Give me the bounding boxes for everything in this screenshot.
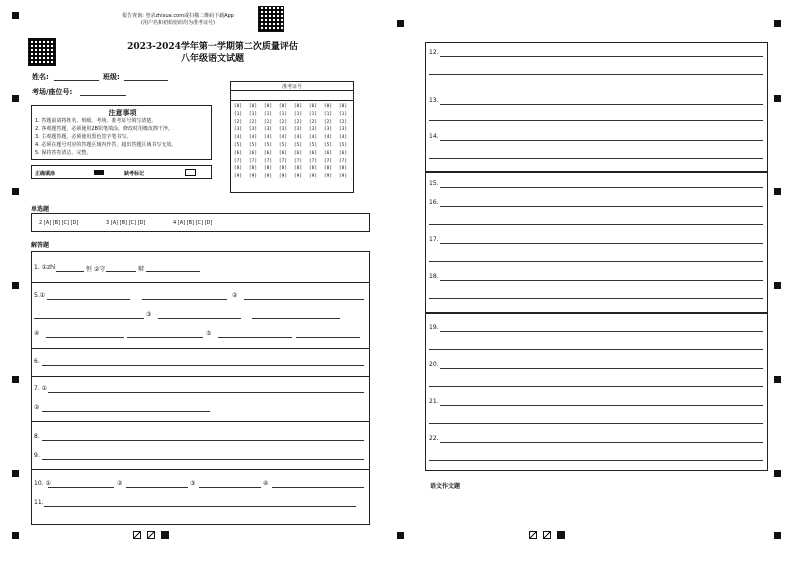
exam-id-bubble[interactable]: [6]: [338, 150, 348, 156]
class-label: 班级:: [103, 73, 120, 81]
exam-id-bubble[interactable]: [2]: [248, 119, 258, 125]
q5-blank[interactable]: [34, 318, 144, 319]
alignment-mark: [774, 532, 781, 539]
alignment-mark: [12, 12, 19, 19]
exam-id-bubble[interactable]: [7]: [263, 158, 273, 164]
exam-id-bubble[interactable]: [5]: [338, 142, 348, 148]
exam-id-bubble[interactable]: [8]: [263, 166, 273, 172]
exam-id-bubble[interactable]: [3]: [338, 127, 348, 133]
page-marker-filled: [161, 531, 169, 539]
alignment-mark: [774, 188, 781, 195]
alignment-mark: [12, 470, 19, 477]
exam-id-title: 准考证号: [281, 84, 302, 90]
exam-id-column: [293, 103, 303, 181]
page-marker-slash: [133, 531, 141, 539]
q5-blank[interactable]: [47, 299, 130, 300]
exam-id-bubble[interactable]: [1]: [278, 111, 288, 117]
exam-id-bubble[interactable]: [8]: [233, 166, 243, 172]
exam-id-bubble[interactable]: [0]: [233, 104, 243, 109]
page-marker-filled: [557, 531, 565, 539]
q7-num-2: ②: [34, 404, 40, 411]
exam-id-bubble[interactable]: [2]: [338, 119, 348, 125]
q20-label: 20.: [429, 361, 439, 368]
exam-id-bubble[interactable]: [5]: [293, 142, 303, 148]
q8-label: 8.: [34, 433, 40, 440]
exam-id-bubble[interactable]: [8]: [278, 166, 288, 172]
exam-id-bubble[interactable]: [1]: [263, 111, 273, 117]
exam-id-bubble[interactable]: [0]: [278, 104, 288, 109]
q7-answer-line-2[interactable]: [42, 411, 210, 412]
exam-id-bubble[interactable]: [6]: [323, 150, 333, 156]
exam-id-bubble[interactable]: [4]: [263, 135, 273, 141]
q10-num-2: ②: [117, 480, 123, 487]
exam-id-bubble[interactable]: [8]: [308, 166, 318, 172]
q12-label: 12.: [429, 49, 439, 56]
q16-answer-line[interactable]: [440, 206, 763, 207]
exam-id-bubble[interactable]: [0]: [293, 104, 303, 109]
q17-label: 17.: [429, 236, 439, 243]
q21-answer-line[interactable]: [440, 405, 763, 406]
q13-answer-line[interactable]: [440, 104, 763, 105]
absent-mark-label: 缺考标记: [124, 171, 145, 177]
exam-id-bubble[interactable]: [9]: [293, 174, 303, 180]
alignment-mark: [12, 532, 19, 539]
qr-code-icon: [258, 6, 284, 32]
q10-blank-2[interactable]: [126, 487, 188, 488]
q19-answer-line[interactable]: [440, 331, 763, 332]
exam-id-bubble[interactable]: [4]: [278, 135, 288, 141]
exam-id-bubble[interactable]: [0]: [323, 104, 333, 109]
exam-id-bubble[interactable]: [1]: [233, 111, 243, 117]
choice-item-3[interactable]: 3 [A] [B] [C] [D]: [106, 220, 146, 226]
answer-box-right-top: [425, 42, 768, 172]
choice-section-title: 单选题: [31, 206, 50, 213]
exam-id-bubble[interactable]: [1]: [248, 111, 258, 117]
exam-id-bubble[interactable]: [7]: [323, 158, 333, 164]
notice-item: 4. 必须在题号对应的答题区域内作答，超出答题区域书写无效。: [35, 142, 177, 148]
q11-label: 11.: [34, 499, 44, 506]
q5-num-2: ②: [232, 292, 238, 299]
fill-example-box: [31, 165, 212, 179]
seat-label: 考场/座位号:: [32, 88, 73, 96]
exam-id-bubble[interactable]: [9]: [308, 174, 318, 180]
q9-label: 9.: [34, 452, 40, 459]
q10-blank-1[interactable]: [48, 487, 114, 488]
exam-id-bubble[interactable]: [6]: [278, 150, 288, 156]
alignment-mark: [12, 95, 19, 102]
alignment-mark: [397, 532, 404, 539]
exam-id-bubble[interactable]: [3]: [233, 127, 243, 133]
q5-blank[interactable]: [296, 337, 360, 338]
exam-id-column: [323, 103, 333, 181]
exam-id-bubble[interactable]: [6]: [248, 150, 258, 156]
q17-answer-line[interactable]: [429, 261, 763, 262]
q1-text-2: 恒 ②守: [86, 266, 106, 273]
exam-id-bubble[interactable]: [3]: [278, 127, 288, 133]
exam-id-bubble[interactable]: [7]: [293, 158, 303, 164]
q5-num-5: ⑤: [206, 330, 212, 337]
q5-blank[interactable]: [244, 299, 364, 300]
q20-answer-line[interactable]: [440, 368, 763, 369]
exam-id-bubble[interactable]: [9]: [233, 174, 243, 180]
exam-id-bubble[interactable]: [0]: [248, 104, 258, 109]
exam-id-bubble[interactable]: [7]: [233, 158, 243, 164]
exam-id-bubble[interactable]: [2]: [233, 119, 243, 125]
page-marker-slash: [147, 531, 155, 539]
q5-num-3: ③: [146, 311, 152, 318]
exam-id-bubble[interactable]: [5]: [308, 142, 318, 148]
q10-num-3: ③: [190, 480, 196, 487]
exam-title: 2023-2024学年第一学期第二次质量评估: [127, 42, 298, 52]
exam-id-bubble[interactable]: [5]: [248, 142, 258, 148]
exam-id-bubble[interactable]: [6]: [263, 150, 273, 156]
page-marker-slash: [543, 531, 551, 539]
q14-label: 14.: [429, 133, 439, 140]
answer-box-right-bottom: [425, 313, 768, 471]
notice-item: 5. 保持答卷清洁、完整。: [35, 150, 92, 156]
exam-id-bubble[interactable]: [0]: [338, 104, 348, 109]
correct-fill-label: 正确填涂: [35, 171, 56, 177]
q5-blank[interactable]: [218, 337, 292, 338]
essay-section-title: 语文作文题: [430, 483, 461, 490]
exam-id-bubble[interactable]: [8]: [338, 166, 348, 172]
exam-id-bubble[interactable]: [9]: [323, 174, 333, 180]
exam-id-bubble[interactable]: [2]: [263, 119, 273, 125]
q10-num-4: ④: [263, 480, 269, 487]
exam-id-bubble[interactable]: [3]: [263, 127, 273, 133]
alignment-mark: [774, 470, 781, 477]
q16-answer-line[interactable]: [429, 224, 763, 225]
exam-id-column: [338, 103, 348, 181]
q5-num-4: ④: [34, 330, 40, 337]
qr-code-icon: [28, 38, 56, 66]
exam-id-bubble[interactable]: [4]: [248, 135, 258, 141]
name-label: 姓名:: [32, 73, 49, 81]
q20-answer-line[interactable]: [429, 386, 763, 387]
choice-item-4[interactable]: 4 [A] [B] [C] [D]: [173, 220, 213, 226]
exam-id-bubble[interactable]: [9]: [278, 174, 288, 180]
notice-title: 注意事项: [108, 109, 137, 117]
notice-item: 3. 主观题答题，必须使用黑色签字笔书写。: [35, 134, 132, 140]
exam-id-bubble[interactable]: [2]: [278, 119, 288, 125]
exam-id-column: [233, 103, 243, 181]
notice-item: 2. 客观题答题，必须使用2B铅笔填涂，修改时用橡皮擦干净。: [35, 126, 173, 132]
q19-answer-line[interactable]: [429, 349, 763, 350]
exam-id-bubble[interactable]: [4]: [338, 135, 348, 141]
alignment-mark: [774, 282, 781, 289]
q21-label: 21.: [429, 398, 439, 405]
q1-blank-3[interactable]: [146, 271, 200, 272]
q10-label: 10. ①: [34, 480, 51, 487]
exam-id-bubble[interactable]: [1]: [293, 111, 303, 117]
q15-label: 15.: [429, 180, 439, 187]
exam-id-bubble[interactable]: [4]: [323, 135, 333, 141]
exam-id-bubble[interactable]: [7]: [338, 158, 348, 164]
exam-id-bubble[interactable]: [9]: [248, 174, 258, 180]
q19-label: 19.: [429, 324, 439, 331]
q5-label: 5.①: [34, 292, 46, 299]
correct-fill-sample: [94, 170, 104, 175]
q6-answer-line[interactable]: [42, 365, 364, 366]
q5-blank[interactable]: [158, 318, 241, 319]
q14-answer-line[interactable]: [429, 158, 763, 159]
alignment-mark: [12, 282, 19, 289]
exam-id-bubble[interactable]: [6]: [233, 150, 243, 156]
q11-answer-line[interactable]: [44, 506, 356, 507]
report-note: 报告查询: 登录zhixue.com或扫描二维码下载App: [122, 13, 234, 19]
q9-answer-line[interactable]: [42, 459, 364, 460]
exam-id-bubble[interactable]: [4]: [293, 135, 303, 141]
q5-blank[interactable]: [142, 299, 227, 300]
exam-id-bubble[interactable]: [1]: [323, 111, 333, 117]
q10-blank-4[interactable]: [272, 487, 364, 488]
exam-id-bubble[interactable]: [7]: [278, 158, 288, 164]
exam-id-bubble[interactable]: [4]: [233, 135, 243, 141]
choice-box: [31, 213, 370, 232]
exam-id-bubble[interactable]: [1]: [338, 111, 348, 117]
q22-answer-line[interactable]: [440, 442, 763, 443]
exam-id-bubble[interactable]: [6]: [308, 150, 318, 156]
exam-id-bubble[interactable]: [5]: [323, 142, 333, 148]
exam-id-column: [308, 103, 318, 181]
exam-id-bubble[interactable]: [5]: [233, 142, 243, 148]
exam-id-column: [278, 103, 288, 181]
q18-answer-line[interactable]: [440, 280, 763, 281]
q1-text-3: 辩: [138, 266, 145, 273]
q7-answer-line-1[interactable]: [48, 392, 364, 393]
alignment-mark: [774, 95, 781, 102]
q12-answer-line[interactable]: [440, 56, 763, 57]
q18-label: 18.: [429, 273, 439, 280]
q6-label: 6.: [34, 358, 40, 365]
exam-id-bubble[interactable]: [3]: [308, 127, 318, 133]
name-field[interactable]: [54, 80, 99, 81]
exam-id-bubble[interactable]: [5]: [278, 142, 288, 148]
alignment-mark: [774, 20, 781, 27]
exam-id-bubble[interactable]: [1]: [308, 111, 318, 117]
report-note-sub: (用户名和初始密码均为准考证号): [141, 20, 215, 26]
q15-answer-line[interactable]: [440, 187, 763, 188]
exam-id-bubble[interactable]: [3]: [248, 127, 258, 133]
alignment-mark: [12, 188, 19, 195]
notice-item: 1. 答题前请将姓名、班级、考场、准考证号填写清楚。: [35, 118, 157, 124]
choice-item-2[interactable]: 2 [A] [B] [C] [D]: [39, 220, 79, 226]
exam-id-box: [230, 81, 354, 193]
q7-label: 7. ①: [34, 385, 48, 392]
q1-label: 1. ①zhì: [34, 264, 56, 271]
q13-label: 13.: [429, 97, 439, 104]
q10-blank-3[interactable]: [199, 487, 261, 488]
q5-blank[interactable]: [46, 337, 124, 338]
answer-box-right-mid: [425, 172, 768, 313]
exam-subtitle: 八年级语文试题: [180, 54, 244, 64]
exam-id-bubble[interactable]: [4]: [308, 135, 318, 141]
q14-answer-line[interactable]: [440, 140, 763, 141]
exam-id-bubble[interactable]: [8]: [323, 166, 333, 172]
q1-blank-2[interactable]: [106, 271, 136, 272]
answer-section-title: 解答题: [31, 242, 50, 249]
q18-answer-line[interactable]: [429, 298, 763, 299]
q13-answer-line[interactable]: [429, 120, 763, 121]
q21-answer-line[interactable]: [429, 423, 763, 424]
exam-id-bubble[interactable]: [3]: [293, 127, 303, 133]
alignment-mark: [12, 376, 19, 383]
q22-answer-line[interactable]: [429, 460, 763, 461]
exam-id-bubble[interactable]: [2]: [323, 119, 333, 125]
q22-label: 22.: [429, 435, 439, 442]
q17-answer-line[interactable]: [440, 243, 763, 244]
absent-mark-checkbox[interactable]: [185, 169, 196, 176]
exam-id-bubble[interactable]: [8]: [248, 166, 258, 172]
class-field[interactable]: [124, 80, 168, 81]
q1-blank-1[interactable]: [56, 271, 84, 272]
alignment-mark: [397, 20, 404, 27]
seat-field[interactable]: [80, 95, 126, 96]
exam-id-bubble[interactable]: [7]: [248, 158, 258, 164]
exam-id-bubble[interactable]: [9]: [263, 174, 273, 180]
q12-answer-line[interactable]: [429, 74, 763, 75]
exam-id-bubble[interactable]: [3]: [323, 127, 333, 133]
answer-box-left: [31, 251, 370, 525]
exam-id-bubble-grid[interactable]: [233, 103, 353, 191]
q5-blank[interactable]: [252, 318, 340, 319]
exam-id-bubble[interactable]: [5]: [263, 142, 273, 148]
exam-id-bubble[interactable]: [8]: [293, 166, 303, 172]
exam-id-bubble[interactable]: [0]: [263, 104, 273, 109]
q5-blank[interactable]: [127, 337, 203, 338]
exam-id-bubble[interactable]: [0]: [308, 104, 318, 109]
notice-box: [31, 105, 212, 160]
exam-id-bubble[interactable]: [7]: [308, 158, 318, 164]
alignment-mark: [774, 376, 781, 383]
exam-id-bubble[interactable]: [2]: [308, 119, 318, 125]
page-marker-slash: [529, 531, 537, 539]
q8-answer-line[interactable]: [42, 440, 364, 441]
q16-label: 16.: [429, 199, 439, 206]
exam-id-bubble[interactable]: [2]: [293, 119, 303, 125]
exam-id-bubble[interactable]: [9]: [338, 174, 348, 180]
exam-id-column: [248, 103, 258, 181]
exam-id-bubble[interactable]: [6]: [293, 150, 303, 156]
exam-id-column: [263, 103, 273, 181]
